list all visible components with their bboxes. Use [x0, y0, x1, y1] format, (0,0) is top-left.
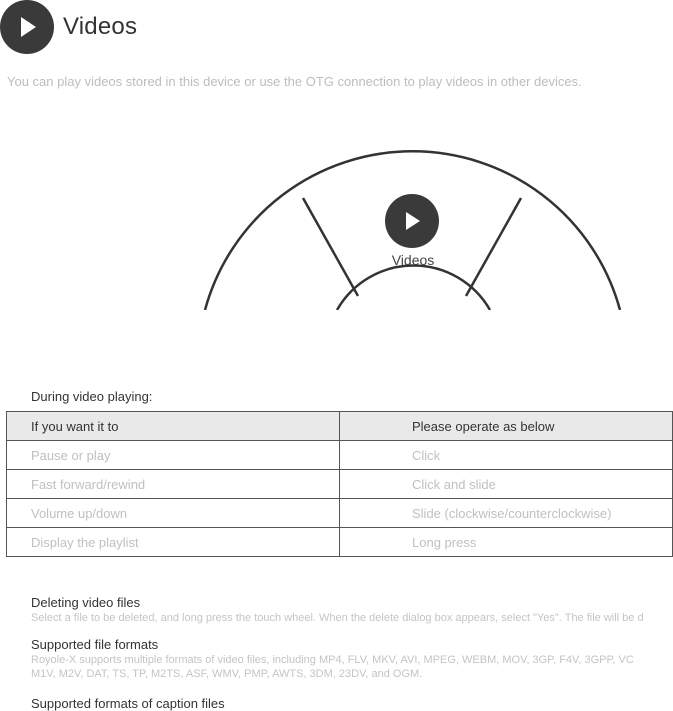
operations-table: [6, 411, 673, 557]
wheel-label: Videos: [391, 252, 435, 268]
formats-heading: Supported file formats: [31, 637, 159, 652]
table-cell: Display the playlist: [7, 528, 340, 557]
wheel-divider-left: [303, 198, 358, 296]
column-header: Please operate as below: [340, 412, 673, 441]
wheel-inner-arc: [337, 265, 490, 310]
table-row: [7, 528, 673, 557]
table-cell: Slide (clockwise/counterclockwise): [340, 499, 673, 528]
formats-text-line2: M1V, M2V, DAT, TS, TP, M2TS, ASF, WMV, PMP, AWTS, 3DM, 23DV, and OGM.: [31, 668, 423, 680]
page-header: [0, 0, 673, 54]
page-title: Videos: [63, 13, 138, 40]
table-cell: Click and slide: [340, 470, 673, 499]
formats-text-line1: Royole-X supports multiple formats of video files, including MP4, FLV, MKV, AVI, MPEG, WEBM, MOV, 3GP, F4V, 3GPP, VC: [31, 654, 634, 666]
column-header: If you want it to: [7, 412, 340, 441]
table-cell: Long press: [340, 528, 673, 557]
touch-wheel-diagram: [0, 150, 673, 310]
wheel-divider-right: [466, 198, 521, 296]
play-icon: [0, 0, 54, 54]
table-header-row: [7, 412, 673, 441]
table-cell: Fast forward/rewind: [7, 470, 340, 499]
table-row: [7, 499, 673, 528]
wheel-play-icon: [385, 194, 439, 248]
table-cell: Volume up/down: [7, 499, 340, 528]
table-cell: Pause or play: [7, 441, 340, 470]
captions-heading: Supported formats of caption files: [31, 696, 225, 711]
deleting-heading: Deleting video files: [31, 595, 141, 610]
table-row: [7, 470, 673, 499]
table-cell: Click: [340, 441, 673, 470]
table-row: [7, 441, 673, 470]
deleting-text: Select a file to be deleted, and long press the touch wheel. When the delete dialog box appears, select "Yes". The file will be d: [31, 612, 644, 624]
during-playing-heading: During video playing:: [31, 389, 153, 404]
intro-text: You can play videos stored in this device or use the OTG connection to play videos in other devices.: [7, 74, 582, 89]
